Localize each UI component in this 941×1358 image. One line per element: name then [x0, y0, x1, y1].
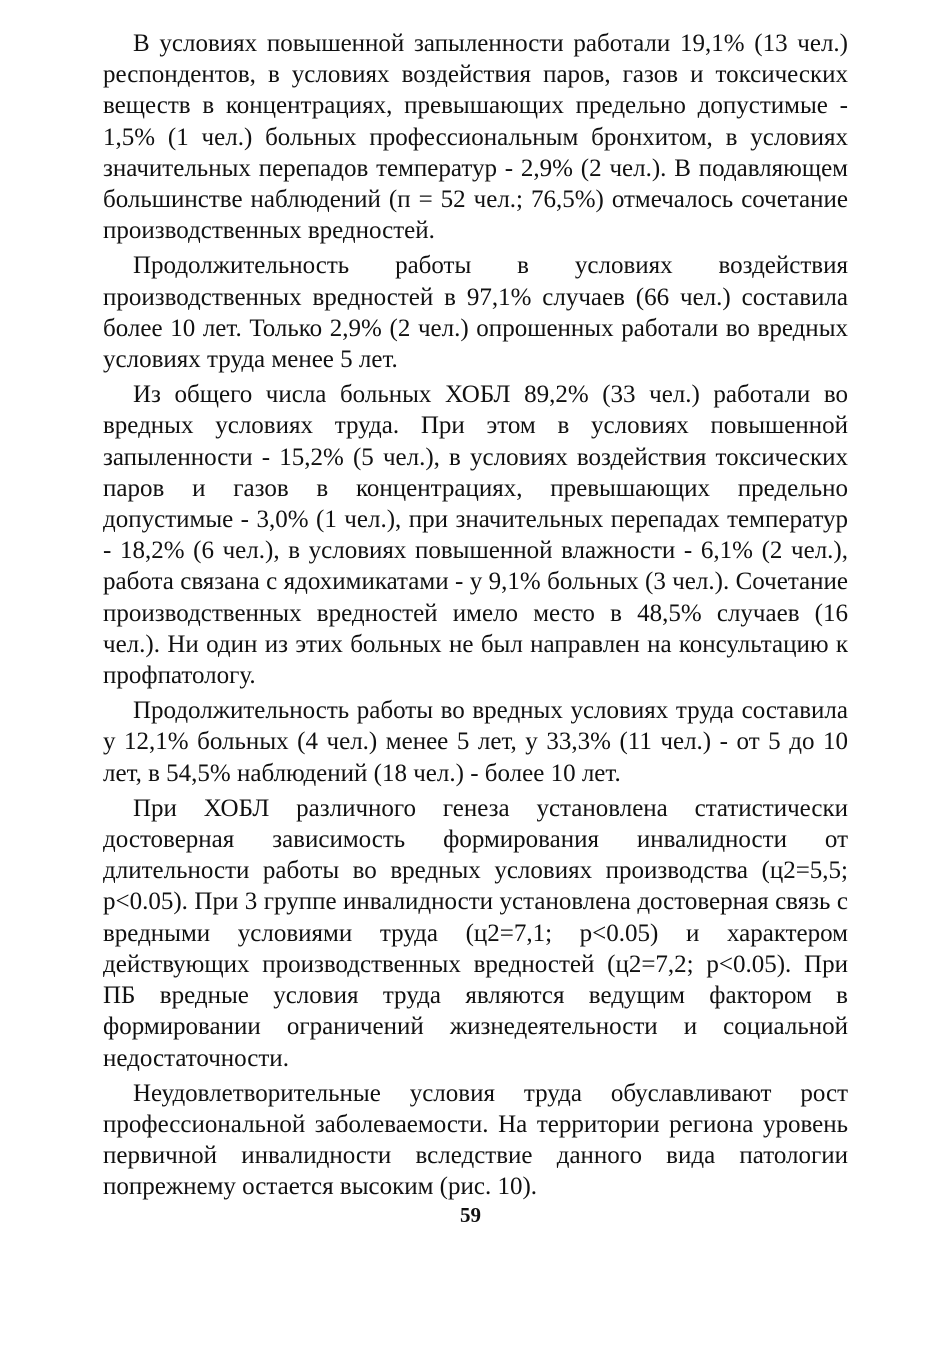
page-number: 59: [460, 1203, 481, 1227]
paragraph-1: В условиях повышенной запыленности работали 19,1% (13 чел.) респондентов, в условиях воздействия паров, газов и токсических веществ в концентрациях, превышающих предельно допустимые - 1,5% (1 чел.) больных профессиональным бронхитом, в условиях значительных перепадов температур - 2,9% (2 чел.). В подавляющем большинстве наблюдений (п = 52 чел.; 76,5%) отмечалось сочетание производственных вредностей.: [103, 30, 848, 245]
paragraph-5: При ХОБЛ различного генеза установлена статистически достоверная зависимость формирования инвалидности от длительности работы во вредных условиях производства (ц2=5,5; р<0.05). При 3 группе инвалидности установлена достоверная связь с вредными условиями труда (ц2=7,1; р<0.05) и характером действующих производственных вредностей (ц2=7,2; р<0.05). При ПБ вредные условия труда являются ведущим фактором в формировании ограничений жизнедеятельности и социальной недостаточности.: [103, 794, 848, 1072]
paragraph-3: Из общего числа больных ХОБЛ 89,2% (33 чел.) работали во вредных условиях труда. При этом в условиях повышенной запыленности - 15,2% (5 чел.), в условиях воздействия токсических паров и газов в концентрациях, превышающих предельно допустимые - 3,0% (1 чел.), при значительных перепадах температур - 18,2% (6 чел.), в условиях повышенной влажности - 6,1% (2 чел.), работа связана с ядохимикатами - у 9,1% больных (3 чел.). Сочетание производственных вредностей имело место в 48,5% случаев (16 чел.). Ни один из этих больных не был направлен на консультацию к профпатологу.: [103, 381, 848, 690]
paragraph-4: Продолжительность работы во вредных условиях труда составила у 12,1% больных (4 чел.) менее 5 лет, у 33,3% (11 чел.) - от 5 до 10 лет, в 54,5% наблюдений (18 чел.) - более 10 лет.: [103, 697, 848, 787]
paragraph-6: Неудовлетворительные условия труда обуславливают рост профессиональной заболеваемости. На территории региона уровень первичной инвалидности вследствие данного вида патологии попрежнему остается высоким (рис. 10).: [103, 1079, 848, 1201]
page-body: [103, 28, 848, 1207]
paragraph-2: Продолжительность работы в условиях воздействия производственных вредностей в 97,1% случаев (66 чел.) составила более 10 лет. Только 2,9% (2 чел.) опрошенных работали во вредных условиях труда менее 5 лет.: [103, 252, 848, 374]
